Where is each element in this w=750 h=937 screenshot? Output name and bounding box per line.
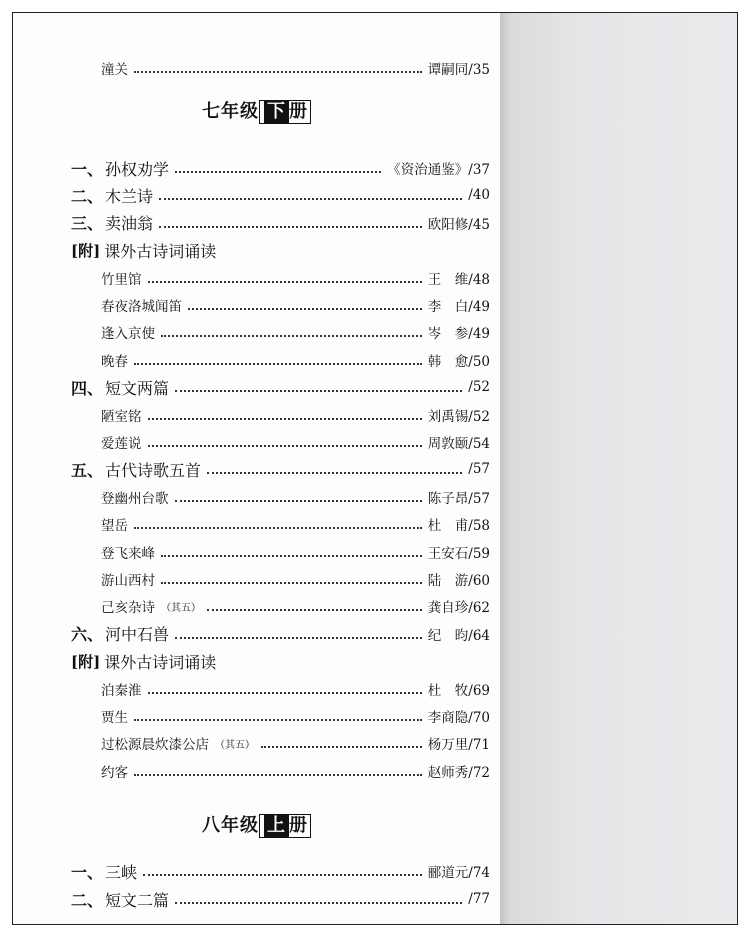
entry-author-page: 李商隐/70 <box>427 710 490 726</box>
entry-title: 晚春 <box>101 353 128 370</box>
entry-author-page: 纪 昀/64 <box>427 627 490 644</box>
toc-entry <box>13 887 500 911</box>
entry-author-page: /40 <box>468 187 490 204</box>
entry-title: 潼关 <box>101 62 128 78</box>
grade-heading-7-2 <box>13 97 500 124</box>
entry-title: 逢入京使 <box>101 326 155 343</box>
heading-grade: 七年级 <box>202 101 259 122</box>
entry-author-page: 李 白/49 <box>427 299 490 315</box>
toc-entry <box>13 293 500 317</box>
entry-number: 五、 <box>71 460 104 480</box>
entry-author-page: 王安石/59 <box>427 545 490 562</box>
dot-leader <box>134 363 422 365</box>
entry-note: （其五） <box>161 602 201 614</box>
toc-entry <box>13 704 500 728</box>
dot-leader <box>143 874 422 876</box>
entry-number: 一、 <box>71 862 104 882</box>
entry-title: 课外古诗词诵读 <box>104 652 217 672</box>
heading-grade: 八年级 <box>202 815 259 836</box>
entry-author-page: 杜 牧/69 <box>427 682 490 699</box>
entry-title: 约客 <box>101 764 128 781</box>
dot-leader <box>134 527 422 529</box>
dot-leader <box>134 71 422 73</box>
entry-author-page: 《资治通鉴》/37 <box>387 162 490 178</box>
toc-subheading <box>13 238 500 262</box>
entry-author-page: /57 <box>468 461 490 478</box>
entry-title: 春夜洛城闻笛 <box>101 299 182 315</box>
dot-leader <box>148 281 422 283</box>
dot-leader <box>161 335 422 337</box>
entry-number: 二、 <box>71 890 104 910</box>
dot-leader <box>175 500 422 502</box>
dot-leader <box>159 198 462 200</box>
toc-entry <box>13 348 500 372</box>
entry-title: 课外古诗词诵读 <box>104 241 217 261</box>
appendix-tag: [附] <box>71 652 101 671</box>
entry-note: （其五） <box>215 739 255 751</box>
entry-title: 木兰诗 <box>105 186 154 206</box>
dot-leader <box>261 746 422 748</box>
entry-author-page: /52 <box>468 379 490 396</box>
dot-leader <box>175 390 462 392</box>
dot-leader <box>134 719 422 721</box>
toc-entry <box>13 622 500 646</box>
heading-term: 上 <box>264 815 289 837</box>
toc-entry <box>13 759 500 783</box>
toc-entry <box>13 594 500 618</box>
toc-entry <box>13 859 500 883</box>
entry-title: 短文两篇 <box>105 378 170 398</box>
dot-leader <box>188 308 422 310</box>
entry-author-page: 陆 游/60 <box>427 573 490 589</box>
entry-number: 一、 <box>71 159 104 179</box>
entry-title: 己亥杂诗 <box>101 600 155 617</box>
entry-title: 古代诗歌五首 <box>105 460 202 480</box>
entry-title: 登幽州台歌 <box>101 490 169 507</box>
entry-author-page: 陈子昂/57 <box>427 490 490 507</box>
entry-title: 登飞来峰 <box>101 545 155 562</box>
toc-entry <box>13 731 500 755</box>
entry-title: 过松源晨炊漆公店 <box>101 737 209 754</box>
entry-author-page: 周敦颐/54 <box>427 436 490 452</box>
toc-entry <box>13 512 500 536</box>
entry-title: 短文二篇 <box>105 890 170 910</box>
entry-author-page: 岑 参/49 <box>427 326 490 343</box>
toc-entry <box>13 375 500 399</box>
toc-page <box>13 13 500 925</box>
dot-leader <box>175 637 422 639</box>
toc-entry <box>13 430 500 454</box>
toc-entry <box>13 266 500 290</box>
entry-title: 陋室铭 <box>101 408 142 425</box>
toc-entry <box>13 56 500 80</box>
toc-entry <box>13 183 500 207</box>
dot-leader <box>148 445 422 447</box>
dot-leader <box>161 555 422 557</box>
appendix-tag: [附] <box>71 241 101 260</box>
entry-author-page: 郦道元/74 <box>427 865 490 881</box>
page-frame <box>12 12 738 925</box>
dot-leader <box>175 171 381 173</box>
dot-leader <box>134 774 422 776</box>
entry-number: 四、 <box>71 378 104 398</box>
toc-entry <box>13 211 500 235</box>
entry-author-page: 欧阳修/45 <box>427 216 490 233</box>
entry-number: 三、 <box>71 214 104 234</box>
entry-author-page: 龚自珍/62 <box>427 600 490 617</box>
grade-heading-8-1 <box>13 811 500 838</box>
toc-entry <box>13 677 500 701</box>
entry-number: 六、 <box>71 625 104 645</box>
entry-title: 泊秦淮 <box>101 682 142 699</box>
dot-leader <box>175 902 462 904</box>
entry-title: 游山西村 <box>101 573 155 589</box>
toc-entry <box>13 567 500 591</box>
dot-leader <box>148 692 422 694</box>
entry-author-page: 王 维/48 <box>427 271 490 288</box>
dot-leader <box>148 418 422 420</box>
entry-author-page: 谭嗣同/35 <box>427 62 490 78</box>
entry-author-page: /77 <box>468 891 490 907</box>
entry-title: 卖油翁 <box>105 214 154 234</box>
entry-author-page: 刘禹锡/52 <box>427 408 490 425</box>
heading-term: 下 <box>264 101 289 123</box>
entry-author-page: 赵师秀/72 <box>427 764 490 781</box>
toc-entry <box>13 320 500 344</box>
heading-volume: 册 <box>289 101 308 122</box>
entry-author-page: 杜 甫/58 <box>427 518 490 535</box>
dot-leader <box>207 472 462 474</box>
toc-entry <box>13 457 500 481</box>
toc-entry <box>13 540 500 564</box>
toc-entry <box>13 485 500 509</box>
heading-volume: 册 <box>289 815 308 836</box>
entry-author-page: 杨万里/71 <box>427 737 490 754</box>
dot-leader <box>207 609 422 611</box>
entry-title: 河中石兽 <box>105 625 170 645</box>
entry-title: 竹里馆 <box>101 271 142 288</box>
toc-entry <box>13 403 500 427</box>
entry-title: 孙权劝学 <box>105 159 170 179</box>
entry-title: 三峡 <box>105 862 138 882</box>
entry-author-page: 韩 愈/50 <box>427 353 490 370</box>
entry-title: 爱莲说 <box>101 436 142 452</box>
next-page-edge <box>500 13 738 925</box>
toc-subheading <box>13 649 500 673</box>
toc-entry <box>13 156 500 180</box>
entry-number: 二、 <box>71 186 104 206</box>
dot-leader <box>159 226 422 228</box>
entry-title: 望岳 <box>101 518 128 535</box>
entry-title: 贾生 <box>101 710 128 726</box>
dot-leader <box>161 582 422 584</box>
